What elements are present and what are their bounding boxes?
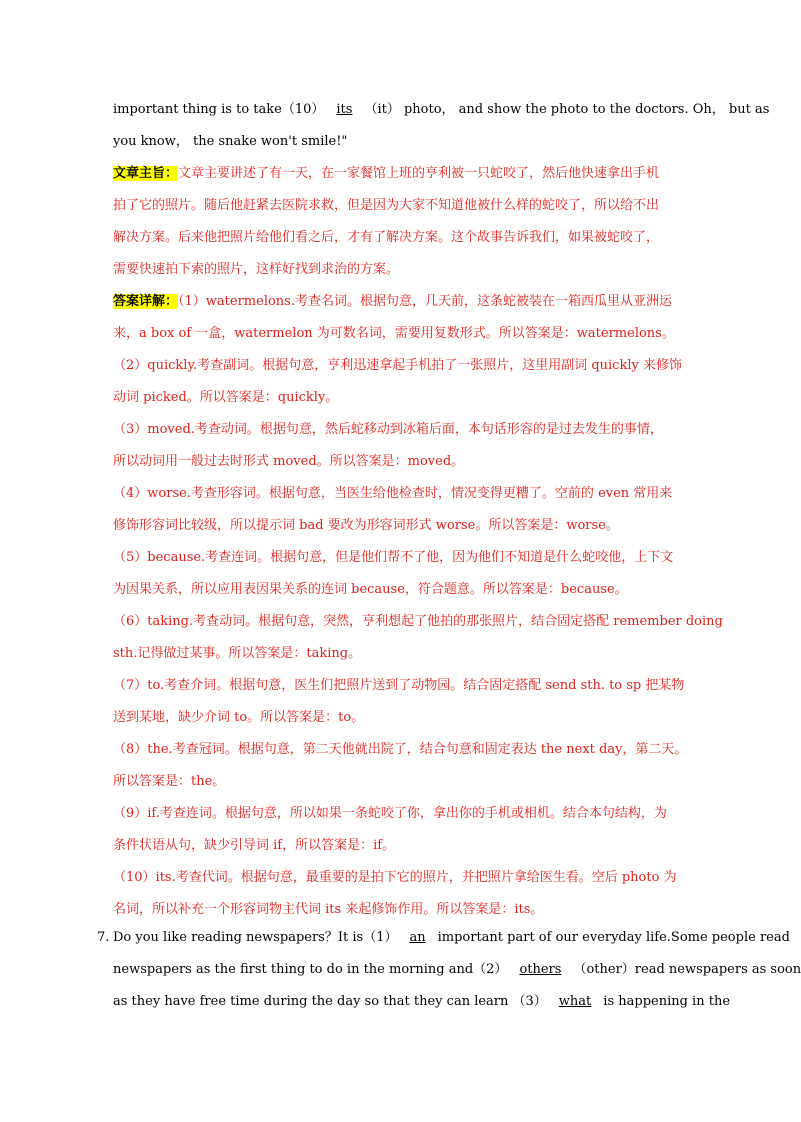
summary-line: 解决方案。后来他把照片给他们看之后，才有了解决方案。这个故事告诉我们，如果被蛇咬了， xyxy=(113,230,660,245)
question-line xyxy=(113,927,790,949)
question-line xyxy=(113,959,801,981)
summary-line xyxy=(113,163,701,185)
answer-line: （2）quickly.考查副词。根据句意，亨利迅速拿起手机拍了一张照片，这里用副词 quickly 来修饰 xyxy=(113,358,682,373)
answer-line: 动词 picked。所以答案是：quickly。 xyxy=(113,390,339,405)
text-segment: as they have free time during the day so that they can learn （3） xyxy=(113,994,547,1009)
text-segment: （other）read newspapers as soon xyxy=(573,962,801,977)
text-segment: （1）watermelons.考查名词。根据句意，几天前，这条蛇被装在一箱西瓜里从亚洲运 xyxy=(178,294,672,309)
answer-blank: others xyxy=(519,962,562,977)
answer-line: （6）taking.考查动词。根据句意，突然，亨利想起了他拍的那张照片，结合固定搭配 remember doing xyxy=(113,614,723,629)
answer-line: 所以动词用一般过去时形式 moved。所以答案是：moved。 xyxy=(113,454,465,469)
summary-line: 拍了它的照片。随后他赶紧去医院求救，但是因为大家不知道他被什么样的蛇咬了，所以给不出 xyxy=(113,198,660,213)
text-segment: is happening in the xyxy=(603,994,731,1009)
text-segment: important part of our everyday life.Some people read xyxy=(437,930,790,945)
answer-line: 送到某地，缺少介词 to。所以答案是：to。 xyxy=(113,710,365,725)
answer-line: 名词，所以补充一个形容词物主代词 its 来起修饰作用。所以答案是：its。 xyxy=(113,902,544,917)
answer-blank: an xyxy=(409,930,426,945)
answer-blank: its xyxy=(336,102,353,117)
answer-line: （8）the.考查冠词。根据句意，第二天他就出院了，结合句意和固定表达 the next day，第二天。 xyxy=(113,742,688,757)
text-segment: newspapers as the first thing to do in the morning and（2） xyxy=(113,962,508,977)
text-segment: important thing is to take（10） xyxy=(113,102,325,117)
answer-line: （5）because.考查连词。根据句意，但是他们帮不了他，因为他们不知道是什么蛇咬他，上下文 xyxy=(113,550,674,565)
answer-line: 为因果关系，所以应用表因果关系的连词 because，符合题意。所以答案是：because。 xyxy=(113,582,628,597)
text-segment: 文章主要讲述了有一天，在一家餐馆上班的亨利被一只蛇咬了，然后他快速拿出手机 xyxy=(178,166,660,181)
answer-line: 所以答案是：the。 xyxy=(113,774,226,789)
answer-line: （10）its.考查代词。根据句意，最重要的是拍下它的照片，并把照片拿给医生看。空后 photo 为 xyxy=(113,870,677,885)
text-line: you know， the snake won't smile!" xyxy=(113,134,348,149)
question-number: 7. xyxy=(97,930,110,945)
answer-blank: what xyxy=(558,994,592,1009)
question-line xyxy=(113,991,731,1013)
answer-line: （3）moved.考查动词。根据句意，然后蛇移动到冰箱后面，本句话形容的是过去发生的事情， xyxy=(113,422,663,437)
text-segment: （it） photo， and show the photo to the doctors. Oh， but as xyxy=(364,102,770,117)
summary-line: 需要快速拍下索的照片，这样好找到求治的方案。 xyxy=(113,262,400,277)
answer-line xyxy=(113,291,701,313)
answer-line: （7）to.考查介词。根据句意，医生们把照片送到了动物园。结合固定搭配 send sth. to sp 把某物 xyxy=(113,678,685,693)
answer-line: 条件状语从句，缺少引导词 if，所以答案是：if。 xyxy=(113,838,396,853)
text-line xyxy=(113,99,770,121)
summary-label: 文章主旨： xyxy=(113,166,179,181)
answer-line: 修饰形容词比较级，所以提示词 bad 要改为形容词形式 worse。所以答案是：worse。 xyxy=(113,518,619,533)
answer-line: （9）if.考查连词。根据句意，所以如果一条蛇咬了你，拿出你的手机或相机。结合本句结构，为 xyxy=(113,806,667,821)
answer-line: （4）worse.考查形容词。根据句意，当医生给他检查时，情况变得更糟了。空前的 even 常用来 xyxy=(113,486,673,501)
answer-line: sth.记得做过某事。所以答案是：taking。 xyxy=(113,646,362,661)
answer-label: 答案详解： xyxy=(113,294,179,309)
answer-line: 来，a box of 一盒，watermelon 为可数名词，需要用复数形式。所以答案是：watermelons。 xyxy=(113,326,675,341)
text-segment: Do you like reading newspapers？It is（1） xyxy=(113,930,398,945)
